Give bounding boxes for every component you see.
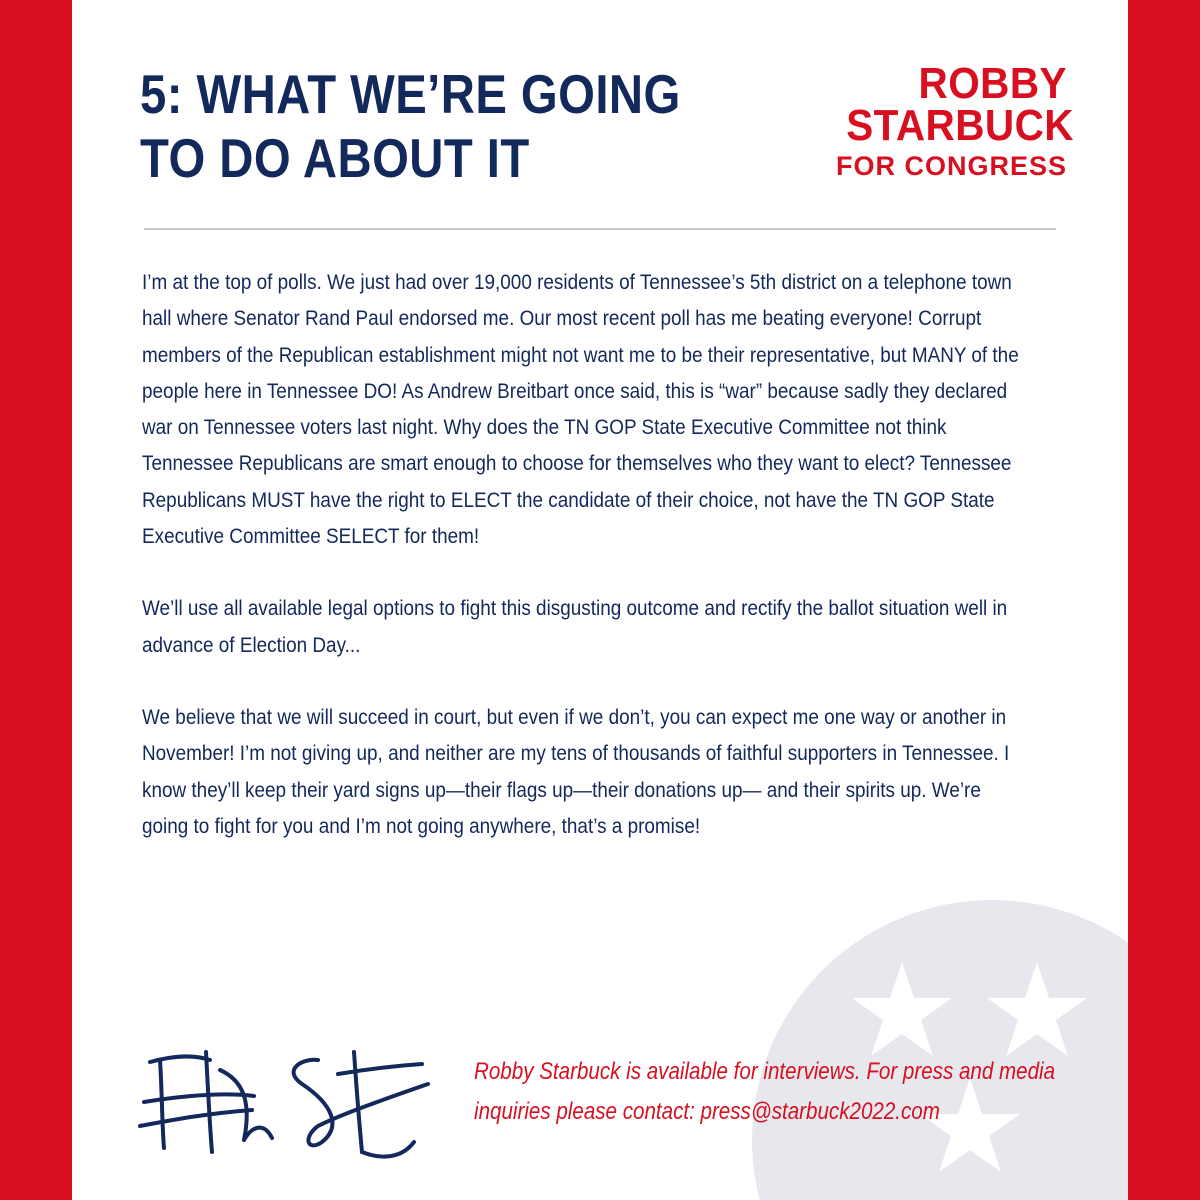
page-title: 5: WHAT WE’RE GOING TO DO ABOUT IT	[140, 63, 681, 189]
signature-icon	[132, 1030, 452, 1170]
logo-line-starbuck	[846, 101, 1075, 150]
paragraph-polls: I’m at the top of polls. We just had over 19,000 residents of Tennessee’s 5th district on a telephone town hall where Senator Rand Paul endorsed me. Our most recent poll has me beating everyone! Corrupt members of the Republican establishment might not want me to be their representative, but MANY of the people here in Tennessee DO! As Andrew Breitbart once said, this is “war” because sadly they declared war on Tennessee voters last night. Why does the TN GOP State Executive Committee not think Tennessee Republicans are smart enough to choose for themselves who they want to elect? Tennessee Republicans MUST have the right to ELECT the candidate of their choice, not have the TN GOP State Executive Committee SELECT for them!	[142, 270, 1019, 549]
logo-line-for-congress: FOR CONGRESS	[835, 151, 1067, 181]
right-red-border	[1128, 0, 1200, 1200]
statement-card	[72, 0, 1128, 1200]
logo-line-starbuck-text: STARBUCK	[846, 101, 1075, 150]
logo-line-robby: ROBBY	[918, 59, 1067, 108]
campaign-logo	[827, 59, 1075, 183]
left-red-border	[0, 0, 72, 1200]
header-divider	[144, 228, 1056, 230]
tennessee-tristar-icon	[752, 900, 1128, 1200]
press-contact-note: Robby Starbuck is available for interviews. For press and media inquiries please contact: press@starbuck2022.com	[474, 1058, 1056, 1125]
statement-body	[142, 264, 1022, 844]
paragraph-legal-options: We’ll use all available legal options to fight this disgusting outcome and rectify the ballot situation well in advance of Election Day...	[142, 596, 1008, 657]
paragraph-promise: We believe that we will succeed in court, but even if we don’t, you can expect me one way or another in November! I’m not giving up, and neither are my tens of thousands of faithful supporters in Tennessee. I know they’ll keep their yard signs up—their flags up—their donations up— and their spirits up. We’re going to fight for you and I’m not going anywhere, that’s a promise!	[142, 704, 1010, 838]
